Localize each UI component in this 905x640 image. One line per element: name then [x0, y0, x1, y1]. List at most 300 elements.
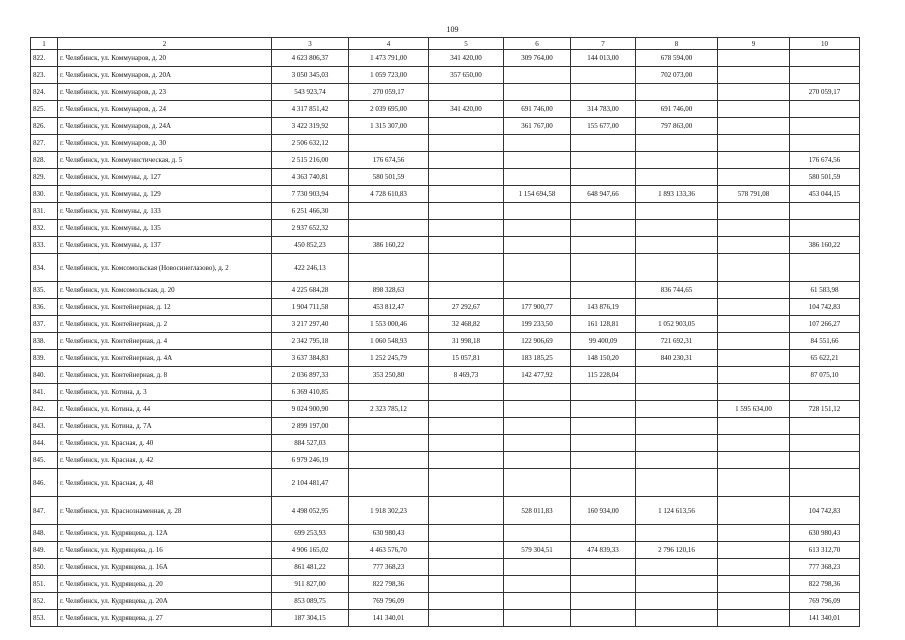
value-cell: 2 342 795,18	[272, 333, 349, 350]
value-cell: 270 059,17	[349, 84, 429, 101]
row-number: 845.	[31, 452, 58, 469]
value-cell: 853 089,75	[272, 593, 349, 610]
value-cell: 2 937 652,32	[272, 220, 349, 237]
value-cell	[504, 282, 571, 299]
value-cell: 6 251 466,30	[272, 203, 349, 220]
value-cell	[349, 435, 429, 452]
value-cell: 3 050 345,03	[272, 67, 349, 84]
address-cell: г. Челябинск, ул. Коммунаров, д. 20А	[58, 67, 272, 84]
value-cell	[429, 254, 504, 282]
value-cell: 353 250,80	[349, 367, 429, 384]
value-cell	[571, 593, 636, 610]
value-cell	[349, 254, 429, 282]
row-number: 830.	[31, 186, 58, 203]
value-cell: 8 469,73	[429, 367, 504, 384]
value-cell	[718, 220, 790, 237]
value-cell	[571, 610, 636, 627]
value-cell	[504, 418, 571, 435]
value-cell: 702 073,00	[636, 67, 718, 84]
value-cell	[429, 220, 504, 237]
row-number: 824.	[31, 84, 58, 101]
value-cell	[571, 525, 636, 542]
value-cell: 721 692,31	[636, 333, 718, 350]
value-cell	[571, 220, 636, 237]
value-cell	[504, 525, 571, 542]
value-cell	[571, 469, 636, 497]
value-cell	[636, 401, 718, 418]
value-cell: 648 947,66	[571, 186, 636, 203]
value-cell	[504, 152, 571, 169]
value-cell	[718, 237, 790, 254]
address-cell: г. Челябинск, ул. Коммунаров, д. 30	[58, 135, 272, 152]
table-row	[31, 254, 860, 282]
value-cell	[636, 169, 718, 186]
value-cell: 911 827,00	[272, 576, 349, 593]
value-cell	[718, 101, 790, 118]
value-cell	[718, 418, 790, 435]
address-cell: г. Челябинск, ул. Контейнерная, д. 8	[58, 367, 272, 384]
table-row	[31, 101, 860, 118]
value-cell	[504, 401, 571, 418]
value-cell	[790, 135, 860, 152]
address-cell: г. Челябинск, ул. Красная, д. 40	[58, 435, 272, 452]
address-cell: г. Челябинск, ул. Кудрявцева, д. 16А	[58, 559, 272, 576]
value-cell	[571, 435, 636, 452]
value-cell: 6 979 246,19	[272, 452, 349, 469]
value-cell: 65 622,21	[790, 350, 860, 367]
table-row	[31, 593, 860, 610]
row-number: 831.	[31, 203, 58, 220]
value-cell: 141 340,01	[349, 610, 429, 627]
value-cell	[718, 542, 790, 559]
header-row	[31, 38, 860, 50]
value-cell	[718, 67, 790, 84]
value-cell: 580 501,59	[349, 169, 429, 186]
value-cell: 777 368,23	[790, 559, 860, 576]
value-cell	[429, 418, 504, 435]
value-cell	[571, 254, 636, 282]
value-cell	[636, 418, 718, 435]
value-cell	[429, 542, 504, 559]
value-cell	[718, 333, 790, 350]
value-cell	[429, 203, 504, 220]
value-cell: 7 730 903,94	[272, 186, 349, 203]
value-cell	[429, 135, 504, 152]
address-cell: г. Челябинск, ул. Кудрявцева, д. 12А	[58, 525, 272, 542]
value-cell: 341 420,00	[429, 50, 504, 67]
value-cell: 3 217 297,40	[272, 316, 349, 333]
value-cell	[571, 452, 636, 469]
value-cell	[504, 610, 571, 627]
value-cell: 361 767,00	[504, 118, 571, 135]
row-number: 842.	[31, 401, 58, 418]
value-cell	[429, 384, 504, 401]
value-cell: 4 728 610,83	[349, 186, 429, 203]
value-cell	[571, 84, 636, 101]
table-row	[31, 118, 860, 135]
value-cell: 386 160,22	[349, 237, 429, 254]
value-cell: 474 839,33	[571, 542, 636, 559]
row-number: 835.	[31, 282, 58, 299]
address-cell: г. Челябинск, ул. Коммунистическая, д. 5	[58, 152, 272, 169]
row-number: 836.	[31, 299, 58, 316]
value-cell	[504, 559, 571, 576]
table-row	[31, 497, 860, 525]
value-cell	[636, 299, 718, 316]
value-cell: 884 527,03	[272, 435, 349, 452]
address-cell: г. Челябинск, ул. Коммуны, д. 135	[58, 220, 272, 237]
value-cell	[504, 384, 571, 401]
table-row	[31, 135, 860, 152]
table-row	[31, 418, 860, 435]
value-cell	[718, 469, 790, 497]
value-cell	[636, 384, 718, 401]
address-cell: г. Челябинск, ул. Кудрявцева, д. 20А	[58, 593, 272, 610]
value-cell	[349, 469, 429, 497]
value-cell: 4 225 684,28	[272, 282, 349, 299]
value-cell	[790, 203, 860, 220]
value-cell	[571, 203, 636, 220]
value-cell: 2 899 197,00	[272, 418, 349, 435]
row-number: 846.	[31, 469, 58, 497]
value-cell	[718, 435, 790, 452]
value-cell: 3 637 384,83	[272, 350, 349, 367]
value-cell: 769 796,09	[349, 593, 429, 610]
value-cell	[718, 497, 790, 525]
value-cell	[504, 435, 571, 452]
value-cell: 1 315 307,00	[349, 118, 429, 135]
value-cell	[504, 469, 571, 497]
value-cell: 3 422 319,92	[272, 118, 349, 135]
value-cell: 357 650,00	[429, 67, 504, 84]
address-cell: г. Челябинск, ул. Контейнерная, д. 2	[58, 316, 272, 333]
value-cell: 1 473 791,00	[349, 50, 429, 67]
value-cell	[790, 469, 860, 497]
value-cell	[429, 525, 504, 542]
value-cell: 1 124 613,56	[636, 497, 718, 525]
address-cell: г. Челябинск, ул. Краснознаменная, д. 28	[58, 497, 272, 525]
value-cell	[718, 593, 790, 610]
value-cell: 699 253,93	[272, 525, 349, 542]
value-cell: 341 420,00	[429, 101, 504, 118]
value-cell: 1 060 548,93	[349, 333, 429, 350]
value-cell: 143 876,19	[571, 299, 636, 316]
value-cell	[429, 401, 504, 418]
value-cell: 32 468,82	[429, 316, 504, 333]
value-cell	[790, 452, 860, 469]
value-cell	[790, 50, 860, 67]
value-cell: 61 583,98	[790, 282, 860, 299]
value-cell	[429, 282, 504, 299]
value-cell	[718, 452, 790, 469]
value-cell: 87 075,10	[790, 367, 860, 384]
row-number: 841.	[31, 384, 58, 401]
value-cell: 6 369 410,85	[272, 384, 349, 401]
table-row	[31, 84, 860, 101]
value-cell	[504, 84, 571, 101]
register-table	[30, 37, 860, 627]
row-number: 828.	[31, 152, 58, 169]
value-cell: 728 151,12	[790, 401, 860, 418]
value-cell: 836 744,65	[636, 282, 718, 299]
address-cell: г. Челябинск, ул. Коммуны, д. 133	[58, 203, 272, 220]
value-cell: 31 998,18	[429, 333, 504, 350]
value-cell	[790, 220, 860, 237]
value-cell	[636, 254, 718, 282]
value-cell: 2 796 120,16	[636, 542, 718, 559]
table-row	[31, 282, 860, 299]
value-cell	[790, 384, 860, 401]
value-cell: 2 104 481,47	[272, 469, 349, 497]
value-cell: 144 013,00	[571, 50, 636, 67]
value-cell: 270 059,17	[790, 84, 860, 101]
value-cell	[718, 50, 790, 67]
value-cell	[636, 237, 718, 254]
value-cell	[571, 576, 636, 593]
value-cell: 183 185,25	[504, 350, 571, 367]
value-cell	[429, 559, 504, 576]
value-cell	[429, 118, 504, 135]
address-cell: г. Челябинск, ул. Коммуны, д. 137	[58, 237, 272, 254]
value-cell	[429, 169, 504, 186]
column-header: 3	[272, 38, 349, 50]
value-cell	[349, 452, 429, 469]
table-row	[31, 220, 860, 237]
value-cell	[790, 101, 860, 118]
table-row	[31, 435, 860, 452]
value-cell: 4 317 851,42	[272, 101, 349, 118]
table-row	[31, 50, 860, 67]
table-row	[31, 237, 860, 254]
row-number: 833.	[31, 237, 58, 254]
value-cell: 797 863,00	[636, 118, 718, 135]
value-cell: 161 128,81	[571, 316, 636, 333]
value-cell	[636, 220, 718, 237]
column-header: 10	[790, 38, 860, 50]
value-cell	[790, 118, 860, 135]
value-cell: 4 363 740,81	[272, 169, 349, 186]
value-cell	[636, 576, 718, 593]
value-cell	[718, 135, 790, 152]
row-number: 825.	[31, 101, 58, 118]
table-row	[31, 169, 860, 186]
value-cell: 84 551,66	[790, 333, 860, 350]
value-cell: 2 323 785,12	[349, 401, 429, 418]
value-cell	[636, 469, 718, 497]
address-cell: г. Челябинск, ул. Комсомольская, д. 20	[58, 282, 272, 299]
value-cell: 769 796,09	[790, 593, 860, 610]
row-number: 849.	[31, 542, 58, 559]
value-cell	[571, 67, 636, 84]
value-cell: 1 918 302,23	[349, 497, 429, 525]
address-cell: г. Челябинск, ул. Красная, д. 48	[58, 469, 272, 497]
address-cell: г. Челябинск, ул. Коммунаров, д. 24	[58, 101, 272, 118]
value-cell	[429, 576, 504, 593]
value-cell: 386 160,22	[790, 237, 860, 254]
table-row	[31, 367, 860, 384]
table-row	[31, 299, 860, 316]
value-cell	[429, 435, 504, 452]
value-cell: 177 900,77	[504, 299, 571, 316]
table-row	[31, 452, 860, 469]
value-cell: 104 742,83	[790, 497, 860, 525]
table-row	[31, 316, 860, 333]
value-cell: 691 746,00	[504, 101, 571, 118]
value-cell	[636, 152, 718, 169]
value-cell	[571, 169, 636, 186]
value-cell: 2 036 897,33	[272, 367, 349, 384]
address-cell: г. Челябинск, ул. Коммунаров, д. 20	[58, 50, 272, 67]
row-number: 838.	[31, 333, 58, 350]
value-cell: 840 230,31	[636, 350, 718, 367]
row-number: 826.	[31, 118, 58, 135]
value-cell: 1 252 245,79	[349, 350, 429, 367]
value-cell	[504, 135, 571, 152]
value-cell	[790, 254, 860, 282]
value-cell: 1 059 723,00	[349, 67, 429, 84]
address-cell: г. Челябинск, ул. Кудрявцева, д. 20	[58, 576, 272, 593]
value-cell: 148 150,20	[571, 350, 636, 367]
table-row	[31, 384, 860, 401]
value-cell: 107 266,27	[790, 316, 860, 333]
value-cell	[349, 220, 429, 237]
value-cell: 160 934,00	[571, 497, 636, 525]
value-cell	[504, 452, 571, 469]
value-cell	[718, 367, 790, 384]
value-cell	[636, 610, 718, 627]
row-number: 829.	[31, 169, 58, 186]
value-cell	[429, 497, 504, 525]
table-row	[31, 469, 860, 497]
value-cell	[718, 152, 790, 169]
value-cell	[636, 135, 718, 152]
value-cell	[636, 452, 718, 469]
value-cell: 4 463 576,70	[349, 542, 429, 559]
value-cell: 115 228,04	[571, 367, 636, 384]
value-cell: 543 923,74	[272, 84, 349, 101]
value-cell: 314 783,00	[571, 101, 636, 118]
row-number: 822.	[31, 50, 58, 67]
value-cell	[636, 435, 718, 452]
value-cell	[504, 576, 571, 593]
value-cell	[571, 152, 636, 169]
value-cell: 1 904 711,58	[272, 299, 349, 316]
address-cell: г. Челябинск, ул. Котина, д. 3	[58, 384, 272, 401]
value-cell: 777 368,23	[349, 559, 429, 576]
address-cell: г. Челябинск, ул. Коммуны, д. 127	[58, 169, 272, 186]
value-cell: 99 400,09	[571, 333, 636, 350]
value-cell	[429, 84, 504, 101]
value-cell	[571, 135, 636, 152]
value-cell	[504, 593, 571, 610]
value-cell	[349, 418, 429, 435]
value-cell	[718, 254, 790, 282]
value-cell	[636, 525, 718, 542]
value-cell: 2 515 216,00	[272, 152, 349, 169]
value-cell: 453 044,15	[790, 186, 860, 203]
value-cell	[718, 576, 790, 593]
value-cell	[571, 237, 636, 254]
value-cell	[504, 254, 571, 282]
value-cell: 528 011,83	[504, 497, 571, 525]
value-cell: 155 677,00	[571, 118, 636, 135]
value-cell: 199 233,50	[504, 316, 571, 333]
value-cell: 4 498 052,95	[272, 497, 349, 525]
column-header: 5	[429, 38, 504, 50]
value-cell: 450 852,23	[272, 237, 349, 254]
value-cell	[718, 299, 790, 316]
value-cell	[571, 559, 636, 576]
value-cell: 141 340,01	[790, 610, 860, 627]
value-cell: 27 292,67	[429, 299, 504, 316]
table-row	[31, 576, 860, 593]
value-cell: 578 791,08	[718, 186, 790, 203]
column-header: 6	[504, 38, 571, 50]
row-number: 827.	[31, 135, 58, 152]
value-cell: 580 501,59	[790, 169, 860, 186]
value-cell: 104 742,83	[790, 299, 860, 316]
value-cell: 453 812,47	[349, 299, 429, 316]
value-cell: 142 477,92	[504, 367, 571, 384]
value-cell	[349, 203, 429, 220]
row-number: 843.	[31, 418, 58, 435]
table-row	[31, 559, 860, 576]
value-cell	[790, 418, 860, 435]
value-cell	[718, 525, 790, 542]
value-cell: 613 312,70	[790, 542, 860, 559]
table-row	[31, 401, 860, 418]
column-header: 8	[636, 38, 718, 50]
value-cell	[718, 316, 790, 333]
value-cell	[636, 84, 718, 101]
value-cell	[718, 118, 790, 135]
table-row	[31, 67, 860, 84]
page-number: 109	[446, 25, 459, 34]
value-cell	[504, 67, 571, 84]
row-number: 844.	[31, 435, 58, 452]
row-number: 851.	[31, 576, 58, 593]
value-cell	[571, 282, 636, 299]
table-row	[31, 525, 860, 542]
value-cell: 1 154 694,58	[504, 186, 571, 203]
value-cell	[571, 401, 636, 418]
value-cell: 1 893 133,36	[636, 186, 718, 203]
value-cell	[504, 203, 571, 220]
row-number: 839.	[31, 350, 58, 367]
value-cell	[429, 452, 504, 469]
value-cell	[349, 384, 429, 401]
row-number: 852.	[31, 593, 58, 610]
column-header: 9	[718, 38, 790, 50]
address-cell: г. Челябинск, ул. Контейнерная, д. 4А	[58, 350, 272, 367]
row-number: 840.	[31, 367, 58, 384]
value-cell	[718, 559, 790, 576]
value-cell: 122 906,69	[504, 333, 571, 350]
value-cell: 9 024 900,90	[272, 401, 349, 418]
column-header: 4	[349, 38, 429, 50]
table-row	[31, 542, 860, 559]
address-cell: г. Челябинск, ул. Котина, д. 7А	[58, 418, 272, 435]
value-cell: 1 553 000,46	[349, 316, 429, 333]
address-cell: г. Челябинск, ул. Коммунаров, д. 23	[58, 84, 272, 101]
value-cell	[636, 367, 718, 384]
value-cell: 822 798,36	[349, 576, 429, 593]
value-cell	[429, 186, 504, 203]
address-cell: г. Челябинск, ул. Комсомольская (Новосинеглазово), д. 2	[58, 254, 272, 282]
table-row	[31, 152, 860, 169]
address-cell: г. Челябинск, ул. Коммунаров, д. 24А	[58, 118, 272, 135]
value-cell: 309 764,00	[504, 50, 571, 67]
